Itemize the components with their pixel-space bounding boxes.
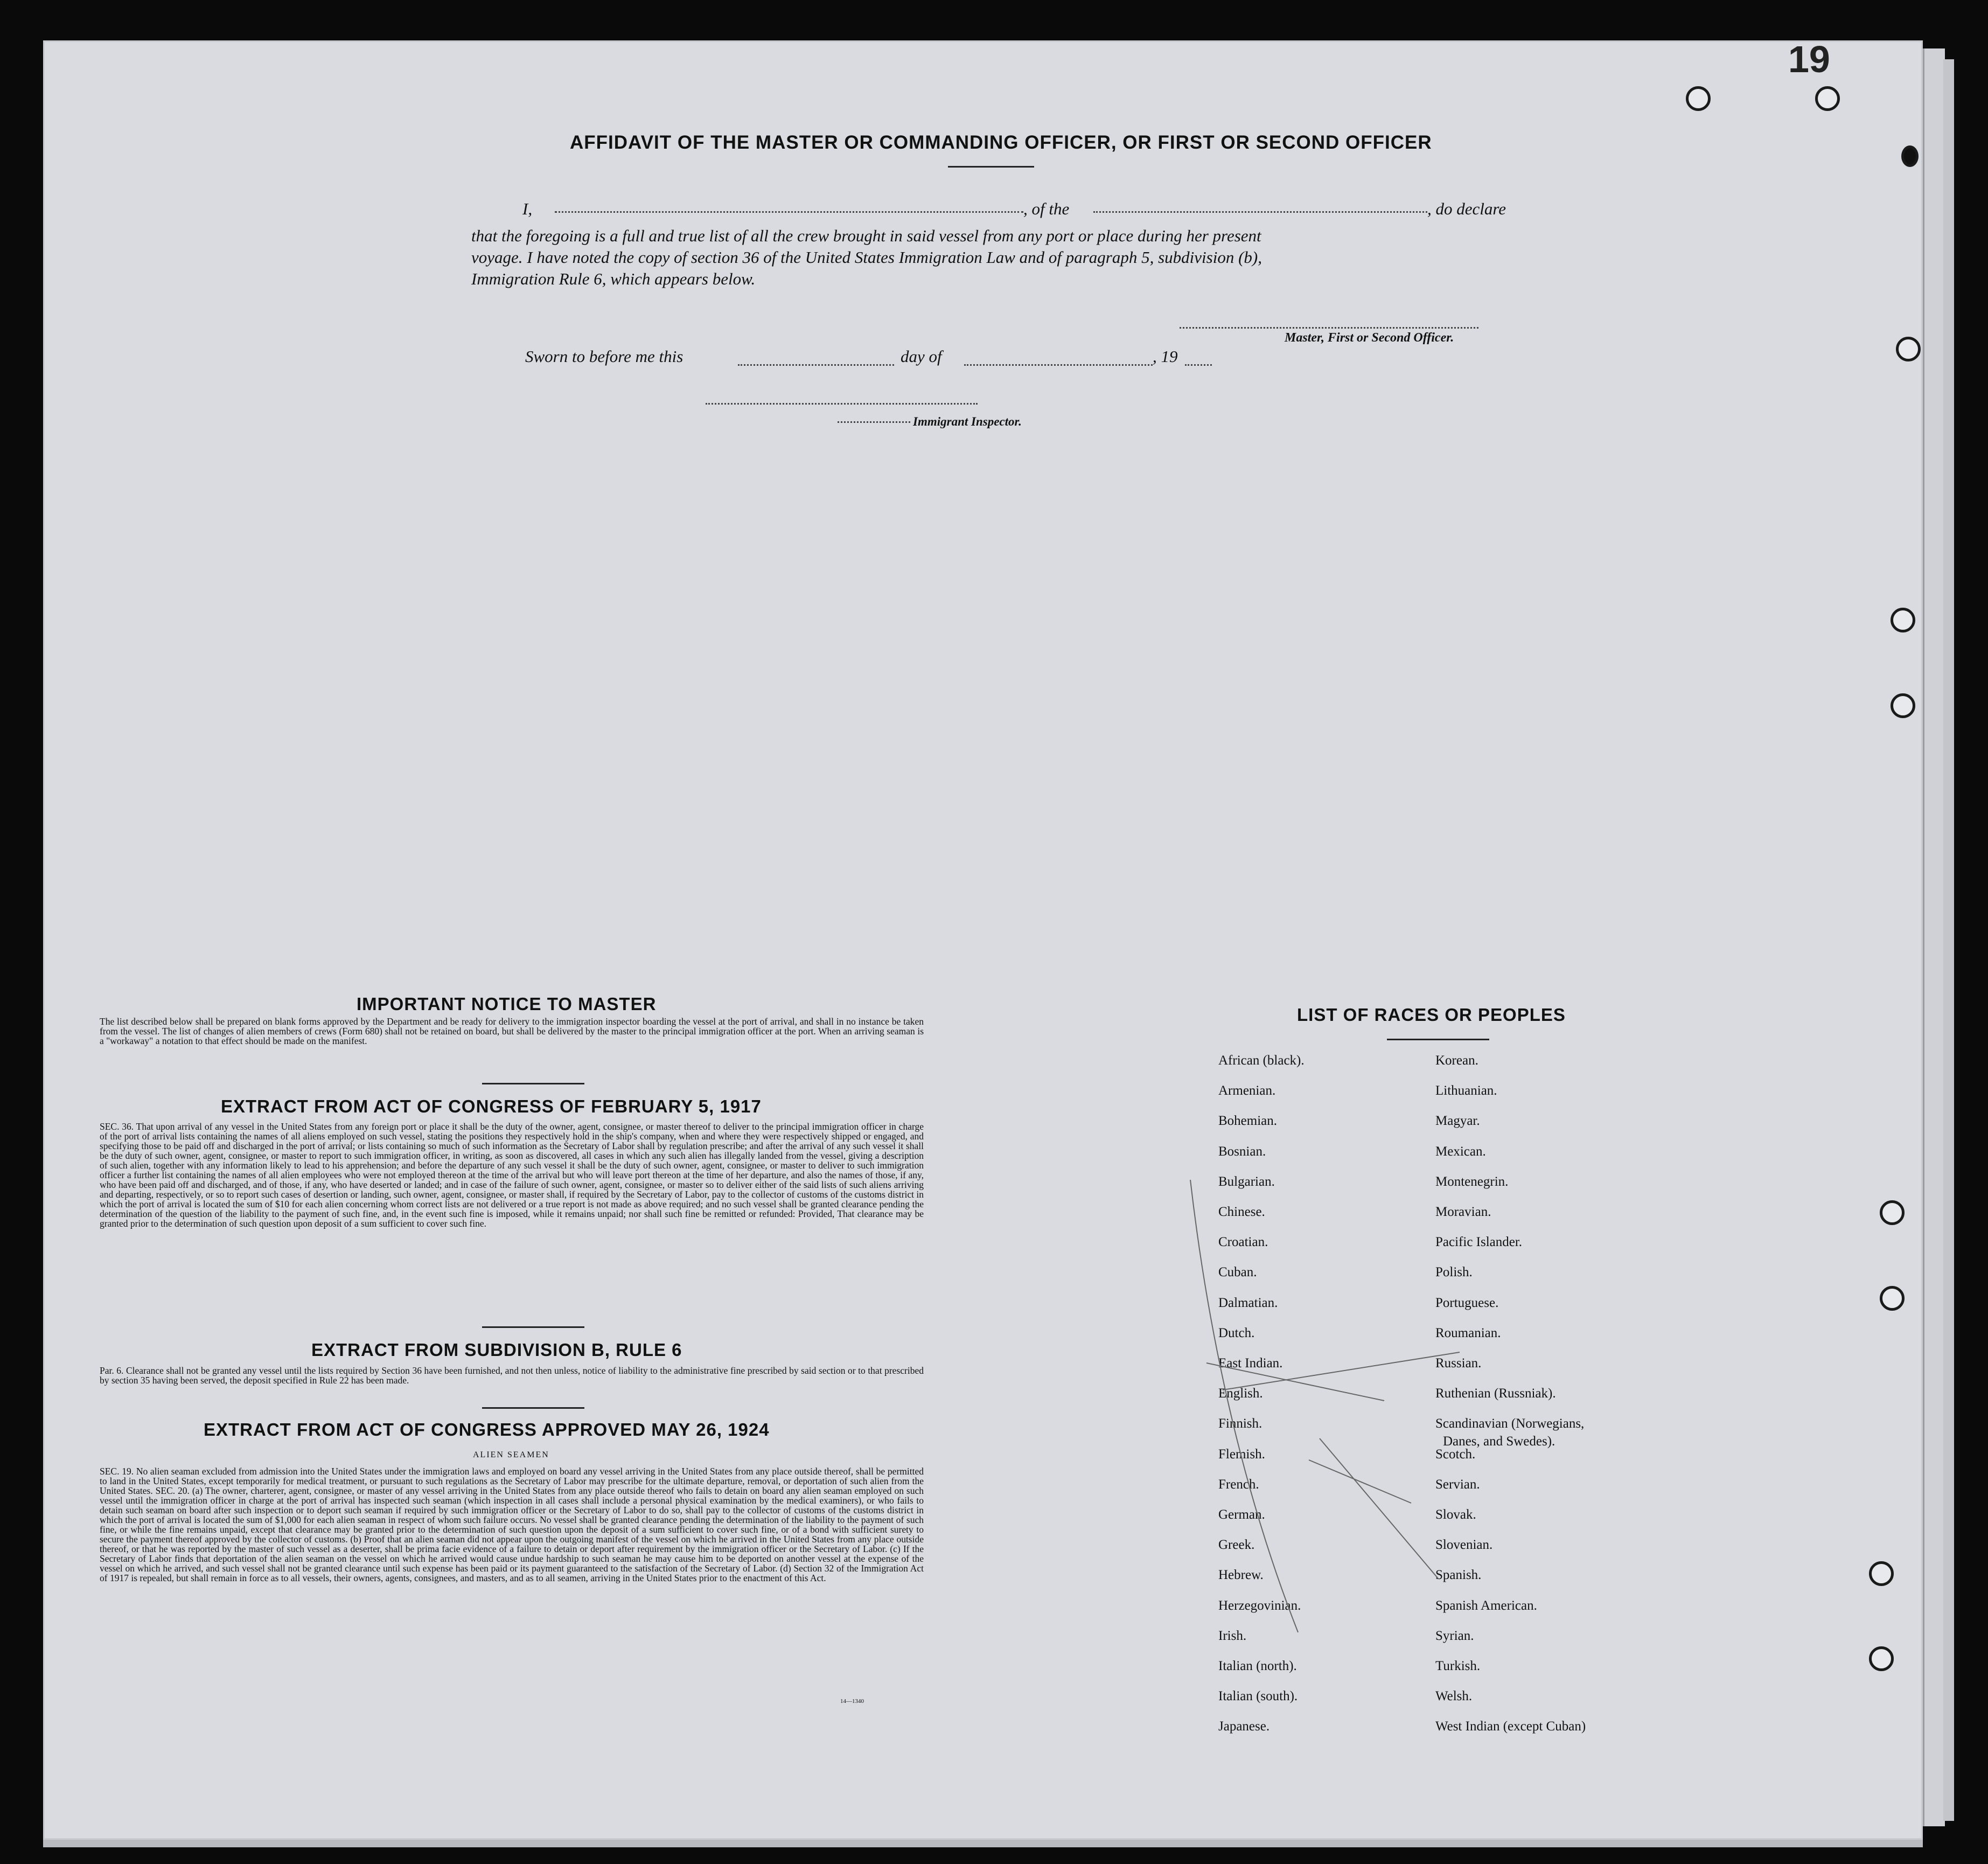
affidavit-line2: that the foregoing is a full and true list of all the crew brought in said vessel from any port or place during her present: [471, 226, 1261, 245]
extract-1917-paragraph: SEC. 36. That upon arrival of any vessel in the United States from any foreign port or place it shall be the duty of the owner, agent, consignee, or master thereof to deliver to the principal immigration officer in charge of the port of arrival lists containing the names of all aliens employed on such vessel, stating the positions they respectively hold in the ship's company, when and where they were respectively shipped or engaged, and specifying those to be paid off and discharged in the port of arrival; or lists containing so much of such information as the Secretary of Labor shall by regulation prescribe; and after the arrival of any such vessel it shall be the duty of such owner, agent, consignee, or master to report to such immigration officer, in writing, as soon as discovered, all cases in which any such alien has illegally landed from the vessel, giving a description of such alien, together with any information likely to lead to his apprehension; and before the departure of any such vessel it shall be the duty of such owner, agent, consignee, or master to deliver to such immigration officer a further list containing the names of all alien employees who were not employed thereon at the time of the arrival but who will leave port thereon at the time of her departure, and also the names of those, if any, who have been paid off and discharged, and of those, if any, who have deserted or landed; and in case of the failure of such owner, agent, consignee, or master so to deliver either of the said lists of such aliens arriving and departing, respectively, or so to report such cases of desertion or landing, such owner, agent, consignee, or master shall, if required by the Secretary of Labor, pay to the collector of customs of the customs district in which the port of arrival is located the sum of $10 for each alien concerning whom correct lists are not delivered or a true report is not made as above required; and no such vessel shall be granted clearance pending the determination of the question of the liability to the payment of such fine, and, in the event such fine is imposed, while it remains unpaid; nor shall such fine be remitted or refunded: Provided, That clearance may be granted prior to the determination of such question upon deposit of a sum sufficient to cover such fine.: [100, 1121, 924, 1229]
race-item: Ruthenian (Russniak).: [1435, 1386, 1556, 1401]
notice-paragraph: The list described below shall be prepared on blank forms approved by the Department and be ready for delivery to the immigration inspector boarding the vessel at the port of arrival, and shall in no instance be taken from the vessel. The list of changes of alien members of crews (Form 680) shall not be retained on board, but shall be delivered by the master to the principal immigration officer at the port. When an arriving seaman is a "workaway" a notation to that effect should be made on the manifest.: [100, 1016, 924, 1046]
race-item: Portuguese.: [1435, 1296, 1499, 1310]
race-item: Lithuanian.: [1435, 1083, 1497, 1098]
notice-title: IMPORTANT NOTICE TO MASTER: [357, 994, 657, 1014]
race-item: Spanish.: [1435, 1568, 1482, 1582]
affidavit-line3: voyage. I have noted the copy of section 36 of the United States Immigration Law and of paragraph 5, subdivision (b),: [471, 248, 1262, 267]
race-item: German.: [1218, 1507, 1265, 1522]
rule6-paragraph: Par. 6. Clearance shall not be granted any vessel until the lists required by Section 36 have been furnished, and not then unless, notice of liability to the administrative fine prescribed by said section or to that prescribed by section 35 having been served, the deposit specified in Rule 22 has been made.: [100, 1365, 924, 1386]
blank-line: [964, 364, 1153, 366]
race-item: Servian.: [1435, 1477, 1480, 1492]
race-item: Bosnian.: [1218, 1144, 1266, 1159]
blank-line: [838, 421, 910, 423]
race-item: Pacific Islander.: [1435, 1235, 1523, 1249]
divider: [1387, 1039, 1489, 1040]
race-item: Spanish American.: [1435, 1598, 1537, 1613]
binder-hole: [1815, 86, 1840, 111]
pencil-marks: [1158, 1158, 1535, 1643]
race-item: Croatian.: [1218, 1235, 1268, 1249]
race-item: Greek.: [1218, 1538, 1255, 1552]
signature-line: [706, 403, 978, 405]
race-item: Dalmatian.: [1218, 1296, 1278, 1310]
race-item: Chinese.: [1218, 1205, 1265, 1219]
race-item: Bulgarian.: [1218, 1174, 1275, 1189]
race-item: French.: [1218, 1477, 1259, 1492]
race-item: Korean.: [1435, 1053, 1478, 1068]
sworn-start: Sworn to before me this: [525, 347, 683, 366]
race-item: Roumanian.: [1435, 1326, 1501, 1340]
binder-hole: [1686, 86, 1711, 111]
affidavit-title: AFFIDAVIT OF THE MASTER OR COMMANDING OFFICER, OR FIRST OR SECOND OFFICER: [570, 132, 1432, 153]
race-item: African (black).: [1218, 1053, 1305, 1068]
blank-line: [555, 211, 1023, 213]
race-item: Magyar.: [1435, 1114, 1480, 1128]
extract-1924-paragraph: SEC. 19. No alien seaman excluded from admission into the United States under the immigration laws and employed on board any vessel arriving in the United States from any place outside thereof, shall be permitted to land in the United States, except temporarily for medical treatment, or pursuant to such regulations as the Secretary of Labor may prescribe for the ultimate departure, removal, or deportation of such alien from the United States. SEC. 20. (a) The owner, charterer, agent, consignee, or master of any vessel arriving in the United States from any place outside thereof who fails to detain on board any alien seaman employed on such vessel until the immigration officer in charge at the port of arrival has inspected such seaman (which inspection in all cases shall include a personal physical examination by the medical examiners), or who fails to detain such seaman on board after such inspection or to deport such seaman if required by such immigration officer or the Secretary of Labor to do so, shall pay to the collector of customs of the customs district in which the port of arrival is located the sum of $1,000 for each alien seaman in respect of whom such failure occurs. No vessel shall be granted clearance pending the determination of the liability to the payment of such fine, or while the fine remains unpaid, except that clearance may be granted prior to the determination of such question upon the deposit of a sum sufficient to cover such fine, or of a bond with sufficient surety to secure the payment thereof approved by the collector of customs. (b) Proof that an alien seaman did not appear upon the outgoing manifest of the vessel on which he arrived in the United States from any place outside thereof, or that he was reported by the master of such vessel as a deserter, shall be prima facie evidence of a failure to detain or deport after requirement by the immigration officer or the Secretary of Labor. (c) If the Secretary of Labor finds that deportation of the alien seaman on the vessel on which he arrived would cause undue hardship to such seaman he may cause him to be deported on another vessel at the expense of the vessel on which he arrived, and such vessel shall not be granted clearance until such expense has been paid or its payment guaranteed to the satisfaction of the Secretary of Labor. (d) Section 32 of the Immigration Act of 1917 is repealed, but shall remain in force as to all vessels, their owners, agents, consignees, and masters, and as to all seamen, arriving in the United States prior to the enactment of this Act.: [100, 1466, 924, 1583]
race-item: Montenegrin.: [1435, 1174, 1509, 1189]
divider: [482, 1083, 584, 1084]
race-item: East Indian.: [1218, 1356, 1283, 1371]
race-item: Flemish.: [1218, 1447, 1265, 1462]
extract-1917-title: EXTRACT FROM ACT OF CONGRESS OF FEBRUARY 5, 1917: [221, 1096, 762, 1116]
binder-hole: [1869, 1561, 1894, 1586]
race-item: Welsh.: [1435, 1689, 1473, 1703]
race-item: Cuban.: [1218, 1265, 1257, 1279]
page-edge: [1923, 48, 1945, 1826]
race-item: Slovak.: [1435, 1507, 1476, 1522]
master-label: Master, First or Second Officer.: [1285, 331, 1454, 345]
corner-mark: 19: [1788, 38, 1830, 80]
race-item: Russian.: [1435, 1356, 1482, 1371]
divider: [948, 166, 1034, 168]
race-item: Moravian.: [1435, 1205, 1491, 1219]
race-item: Italian (south).: [1218, 1689, 1298, 1703]
race-item: Irish.: [1218, 1629, 1247, 1643]
race-item: Bohemian.: [1218, 1114, 1278, 1128]
blank-line: [1185, 364, 1212, 366]
affidavit-line4: Immigration Rule 6, which appears below.: [471, 269, 756, 288]
binder-hole: [1891, 693, 1915, 718]
divider: [482, 1326, 584, 1328]
blank-line: [1093, 211, 1427, 213]
page-edge: [1943, 59, 1954, 1821]
races-title: LIST OF RACES OR PEOPLES: [1297, 1005, 1566, 1025]
signature-line: [1180, 327, 1478, 329]
binder-hole: [1901, 145, 1919, 167]
binder-hole: [1869, 1646, 1894, 1671]
race-item: Armenian.: [1218, 1083, 1276, 1098]
race-item: Herzegovinian.: [1218, 1598, 1301, 1613]
race-item: Slovenian.: [1435, 1538, 1493, 1552]
form-code: 14—1340: [840, 1698, 864, 1705]
race-item: Syrian.: [1435, 1629, 1474, 1643]
affidavit-line1-mid: , of the: [1023, 199, 1070, 218]
race-item: Scotch.: [1435, 1447, 1476, 1462]
race-item: Japanese.: [1218, 1719, 1270, 1734]
race-item: Finnish.: [1218, 1416, 1262, 1431]
divider: [482, 1407, 584, 1409]
race-item: Polish.: [1435, 1265, 1473, 1279]
binder-hole: [1891, 608, 1915, 632]
affidavit-line1-end: , do declare: [1427, 199, 1506, 218]
blank-line: [738, 364, 894, 366]
race-item: Dutch.: [1218, 1326, 1255, 1340]
alien-seamen-subtitle: ALIEN SEAMEN: [473, 1450, 549, 1459]
race-item: Italian (north).: [1218, 1659, 1297, 1673]
rule6-title: EXTRACT FROM SUBDIVISION B, RULE 6: [311, 1340, 682, 1360]
binder-hole: [1880, 1286, 1905, 1311]
race-item: Turkish.: [1435, 1659, 1481, 1673]
race-continuation: Danes, and Swedes).: [1443, 1434, 1555, 1449]
sworn-mid: day of: [901, 347, 942, 366]
page-edge: [43, 1840, 1923, 1847]
sworn-end: , 19: [1153, 347, 1178, 366]
affidavit-line1-start: I,: [522, 199, 533, 218]
race-item: Scandinavian (Norwegians,: [1435, 1416, 1585, 1431]
inspector-label: Immigrant Inspector.: [913, 415, 1022, 428]
race-item: Mexican.: [1435, 1144, 1486, 1159]
race-item: English.: [1218, 1386, 1263, 1401]
extract-1924-title: EXTRACT FROM ACT OF CONGRESS APPROVED MAY 26, 1924: [204, 1420, 770, 1439]
race-item: West Indian (except Cuban): [1435, 1719, 1586, 1734]
race-item: Hebrew.: [1218, 1568, 1264, 1582]
binder-hole: [1896, 337, 1921, 361]
binder-hole: [1880, 1200, 1905, 1225]
